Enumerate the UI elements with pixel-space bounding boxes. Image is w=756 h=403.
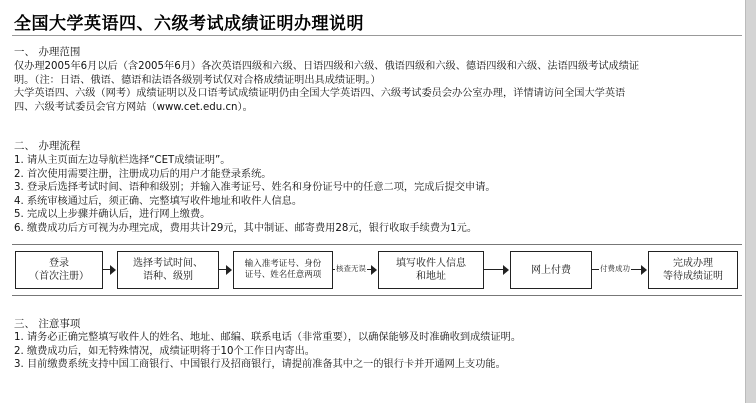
flow-step-complete — [648, 251, 738, 289]
flow-step-recipient — [378, 251, 484, 289]
step-item: 3. 登录后选择考试时间、语种和级别；并输入准考证号、姓名和身份证号中的任意二项，完成后提交申请。 — [14, 182, 496, 193]
flow-step-text: 语种、级别 — [143, 271, 193, 282]
flow-step-text: 填写收件人信息 — [396, 258, 466, 269]
section2-heading: 二、 办理流程 — [14, 140, 81, 152]
flow-step-text: 选择考试时间、 — [133, 258, 203, 269]
window-scrollbar[interactable] — [745, 0, 756, 403]
flow-step-text: 和地址 — [416, 271, 446, 282]
section1-line: 明。（注：日语、俄语、德语和法语各级别考试仅对合格成绩证明出具成绩证明。） — [14, 74, 381, 86]
flow-arrow — [218, 265, 232, 275]
flow-step-text: 完成办理 — [673, 258, 713, 269]
note-item: 1. 请务必正确完整填写收件人的姓名、地址、邮编、联系电话（非常重要），以确保能够及时准确收到成绩证明。 — [14, 332, 522, 343]
page-title: 全国大学英语四、六级考试成绩证明办理说明 — [14, 14, 364, 34]
section3-notes — [14, 331, 740, 372]
process-flowchart — [12, 244, 742, 296]
section1-line: 大学英语四、六级（网考）成绩证明以及口语考试成绩证明仍由全国大学英语四、六级考试委员会办公室办理，详情请访问全国大学英语 — [14, 88, 626, 99]
flow-step-text: 等待成绩证明 — [663, 271, 723, 282]
flow-step-select-exam — [117, 251, 219, 289]
note-item: 2. 缴费成功后，如无特殊情况，成绩证明将于10个工作日内寄出。 — [14, 345, 315, 357]
note-item: 3. 目前缴费系统支持中国工商银行、中国银行及招商银行，请提前准备其中之一的银行卡并开通网上支功能。 — [14, 359, 506, 370]
flow-arrow — [483, 265, 509, 275]
section1-body — [14, 60, 740, 114]
section1-line: 四、六级考试委员会官方网站（www.cet.edu.cn）。 — [14, 101, 253, 113]
step-item: 5. 完成以上步骤并确认后，进行网上缴费。 — [14, 209, 211, 220]
flow-step-login — [15, 251, 103, 289]
step-item: 2. 首次使用需要注册，注册成功后的用户才能登录系统。 — [14, 168, 272, 180]
step-item: 6. 缴费成功后方可视为办理完成，费用共计29元，其中制证、邮寄费用28元，银行收取手续费为1元。 — [14, 222, 478, 234]
section2-steps — [14, 154, 740, 235]
step-item: 1. 请从主页面左边导航栏选择“CET成绩证明”。 — [14, 155, 231, 166]
section3-heading: 三、 注意事项 — [14, 318, 81, 330]
flow-arrow — [591, 265, 647, 275]
flow-step-text: 证号、姓名任意两项 — [244, 270, 322, 280]
flow-step-text: 输入准考证号、身份 — [244, 258, 322, 269]
section1-heading: 一、 办理范围 — [14, 46, 81, 58]
flow-arrow — [102, 265, 116, 275]
flow-step-text: （首次注册） — [29, 271, 89, 282]
title-divider — [12, 35, 742, 36]
flow-step-text: 登录 — [49, 258, 69, 269]
flow-label-verified: 核查无误 — [336, 264, 366, 273]
flow-label-paid: 付费成功 — [600, 264, 630, 273]
flow-arrow — [332, 265, 377, 275]
flow-step-payment — [510, 251, 592, 289]
step-item: 4. 系统审核通过后，须正确、完整填写收件地址和收件人信息。 — [14, 195, 303, 207]
flow-step-enter-info — [233, 251, 333, 289]
flow-step-text: 网上付费 — [531, 264, 571, 276]
section1-line: 仅办理2005年6月以后（含2005年6月）各次英语四级和六级、日语四级和六级、俄语四级和六级、德语四级和六级、法语四级考试成绩证 — [14, 61, 640, 72]
